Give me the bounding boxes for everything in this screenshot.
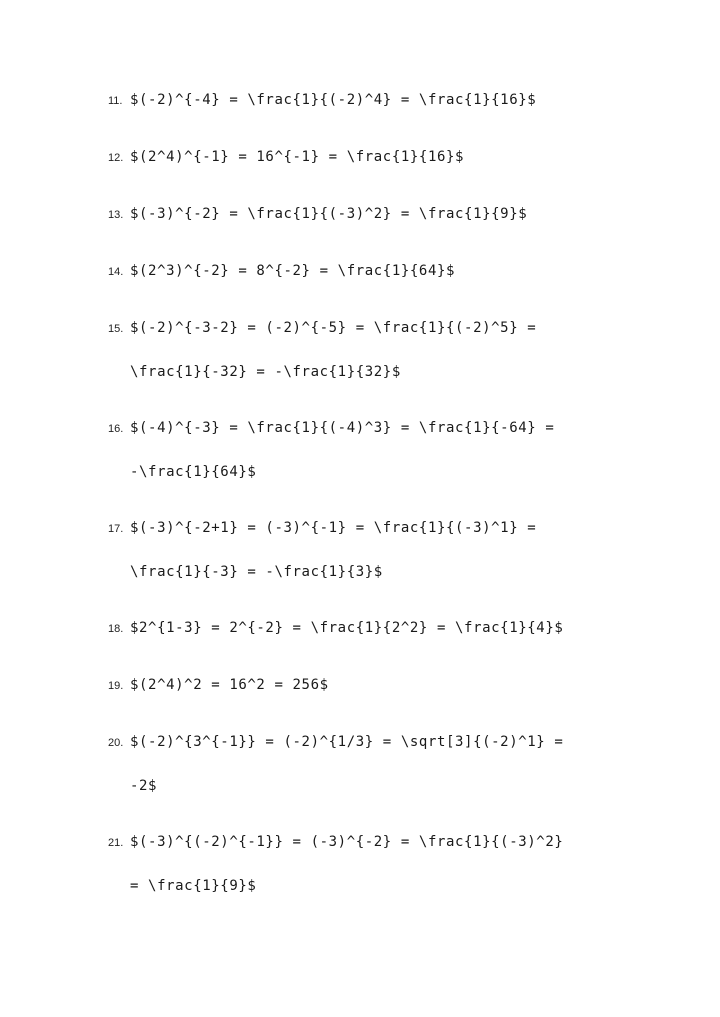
item-expression: $(2^4)^{-1} = 16^{-1} = \frac{1}{16}$ [130, 149, 465, 165]
item-number: 12. [108, 152, 124, 164]
item-expression: $(-3)^{(-2)^{-1}} = (-3)^{-2} = \frac{1}{(-3)^2} [130, 834, 564, 850]
item-number: 21. [108, 837, 124, 849]
item-expression: $(-2)^{-4} = \frac{1}{(-2)^4} = \frac{1}{16}$ [130, 92, 537, 108]
item-expression: $(-3)^{-2+1} = (-3)^{-1} = \frac{1}{(-3)^1} = [130, 520, 537, 536]
item-expression-continued: -\frac{1}{64}$ [130, 464, 257, 480]
item-number: 18. [108, 623, 124, 635]
list-item-11 [108, 86, 698, 115]
item-expression-continued: -2$ [130, 778, 158, 794]
item-number: 17. [108, 523, 124, 535]
item-expression: $(-4)^{-3} = \frac{1}{(-4)^3} = \frac{1}{-64} = [130, 420, 555, 436]
item-expression: $(2^4)^2 = 16^2 = 256$ [130, 677, 329, 693]
item-expression-continued: = \frac{1}{9}$ [130, 878, 257, 894]
item-expression: $2^{1-3} = 2^{-2} = \frac{1}{2^2} = \frac{1}{4}$ [130, 620, 564, 636]
item-number: 20. [108, 737, 124, 749]
list-item-18 [108, 614, 698, 643]
list-item-16 [108, 414, 698, 486]
item-number: 14. [108, 266, 124, 278]
list-item-13 [108, 200, 698, 229]
list-item-12 [108, 143, 698, 172]
item-expression: $(2^3)^{-2} = 8^{-2} = \frac{1}{64}$ [130, 263, 456, 279]
item-number: 19. [108, 680, 124, 692]
exercise-list [108, 86, 698, 900]
list-item-20 [108, 728, 698, 800]
item-number: 16. [108, 423, 124, 435]
list-item-19 [108, 671, 698, 700]
list-item-17 [108, 514, 698, 586]
item-expression: $(-2)^{3^{-1}} = (-2)^{1/3} = \sqrt[3]{(-2)^1} = [130, 734, 564, 750]
item-number: 15. [108, 323, 124, 335]
list-item-21 [108, 828, 698, 900]
list-item-15 [108, 314, 698, 386]
item-expression: $(-2)^{-3-2} = (-2)^{-5} = \frac{1}{(-2)^5} = [130, 320, 537, 336]
item-expression: $(-3)^{-2} = \frac{1}{(-3)^2} = \frac{1}{9}$ [130, 206, 528, 222]
item-expression-continued: \frac{1}{-3} = -\frac{1}{3}$ [130, 564, 383, 580]
item-number: 11. [108, 95, 123, 107]
item-expression-continued: \frac{1}{-32} = -\frac{1}{32}$ [130, 364, 401, 380]
item-number: 13. [108, 209, 124, 221]
list-item-14 [108, 257, 698, 286]
